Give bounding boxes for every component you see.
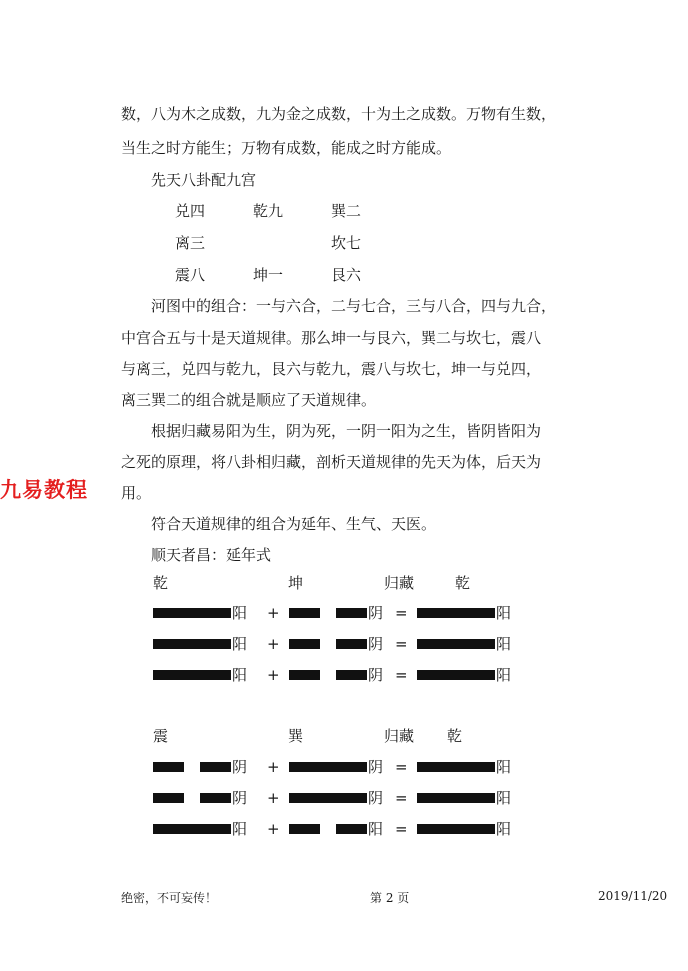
- trigram-header: 归藏: [384, 574, 415, 592]
- text-line-4: 中宫合五与十是天道规律。那么坤一与艮六，巽二与坎七，震八: [121, 329, 542, 347]
- yin-line-left: [289, 824, 320, 834]
- yang-line: [417, 608, 495, 618]
- yang-line: [153, 639, 231, 649]
- yang-line: [289, 762, 367, 772]
- palace-cell: 离三: [175, 234, 206, 252]
- equals-sign: =: [395, 635, 408, 653]
- yang-line: [417, 793, 495, 803]
- plus-sign: +: [267, 758, 280, 776]
- plus-sign: +: [267, 820, 280, 838]
- line-label: 阳: [496, 820, 512, 838]
- line-label: 阴: [368, 666, 384, 684]
- palace-cell: 乾九: [253, 202, 284, 220]
- yang-line: [417, 670, 495, 680]
- yin-line-left: [153, 762, 184, 772]
- line-label: 阳: [232, 820, 248, 838]
- footer-confidential: 绝密，不可妄传！: [121, 891, 218, 905]
- palace-cell: 兑四: [175, 202, 206, 220]
- trigram-header: 震: [153, 727, 169, 745]
- text-line-2: 当生之时方能生；万物有成数，能成之时方能成。: [121, 139, 452, 157]
- yin-line-right: [336, 608, 367, 618]
- text-line-9: 用。: [121, 484, 152, 502]
- line-label: 阴: [232, 758, 248, 776]
- equals-sign: =: [395, 604, 408, 622]
- palace-cell: 震八: [175, 266, 206, 284]
- line-label: 阳: [496, 666, 512, 684]
- yin-line-left: [153, 793, 184, 803]
- plus-sign: +: [267, 604, 280, 622]
- text-line-5: 与离三，兑四与乾九，艮六与乾九，震八与坎七，坤一与兑四，: [121, 360, 542, 378]
- yang-line: [153, 824, 231, 834]
- text-line-3: 河图中的组合：一与六合，二与七合，三与八合，四与九合，: [151, 297, 557, 315]
- footer-date: 2019/11/20: [598, 889, 668, 903]
- trigram-line-row: [0, 603, 688, 623]
- line-label: 阳: [232, 666, 248, 684]
- section-heading-yannian: 顺天者昌：延年式: [151, 546, 272, 564]
- text-line-6: 离三巽二的组合就是顺应了天道规律。: [121, 391, 377, 409]
- yin-line-right: [336, 639, 367, 649]
- line-label: 阳: [232, 604, 248, 622]
- text-line-8: 之死的原理，将八卦相归藏，剖析天道规律的先天为体，后天为: [121, 453, 542, 471]
- trigram-line-row: [0, 757, 688, 777]
- text-line-10: 符合天道规律的组合为延年、生气、天医。: [151, 515, 437, 533]
- trigram-header: 归藏: [384, 727, 415, 745]
- line-label: 阴: [368, 758, 384, 776]
- line-label: 阴: [232, 789, 248, 807]
- palace-cell: 巽二: [331, 202, 362, 220]
- line-label: 阳: [232, 635, 248, 653]
- plus-sign: +: [267, 666, 280, 684]
- plus-sign: +: [267, 635, 280, 653]
- yin-line-right: [336, 824, 367, 834]
- line-label: 阴: [368, 604, 384, 622]
- line-label: 阳: [496, 758, 512, 776]
- trigram-header: 乾: [153, 574, 169, 592]
- footer-page-number: 第 2 页: [370, 891, 410, 905]
- yang-line: [153, 670, 231, 680]
- line-label: 阴: [368, 789, 384, 807]
- text-line-7: 根据归藏易阳为生，阴为死，一阴一阳为之生，皆阴皆阳为: [151, 422, 542, 440]
- line-label: 阳: [496, 635, 512, 653]
- yin-line-left: [289, 670, 320, 680]
- yin-line-right: [336, 670, 367, 680]
- palace-cell: 艮六: [331, 266, 362, 284]
- yang-line: [417, 824, 495, 834]
- line-label: 阳: [496, 604, 512, 622]
- equals-sign: =: [395, 758, 408, 776]
- yang-line: [417, 762, 495, 772]
- line-label: 阳: [496, 789, 512, 807]
- palace-cell: 坎七: [331, 234, 362, 252]
- trigram-line-row: [0, 665, 688, 685]
- equals-sign: =: [395, 789, 408, 807]
- trigram-line-row: [0, 819, 688, 839]
- equals-sign: =: [395, 820, 408, 838]
- equals-sign: =: [395, 666, 408, 684]
- line-label: 阳: [368, 820, 384, 838]
- watermark-logo: 九易教程: [0, 478, 88, 502]
- yang-line: [153, 608, 231, 618]
- trigram-header: 坤: [288, 574, 304, 592]
- section-heading-palace: 先天八卦配九宫: [151, 171, 257, 189]
- trigram-line-row: [0, 788, 688, 808]
- plus-sign: +: [267, 789, 280, 807]
- yin-line-right: [200, 793, 231, 803]
- yin-line-left: [289, 608, 320, 618]
- yin-line-left: [289, 639, 320, 649]
- yang-line: [289, 793, 367, 803]
- trigram-header: 乾: [447, 727, 463, 745]
- line-label: 阴: [368, 635, 384, 653]
- palace-cell: 坤一: [253, 266, 284, 284]
- text-line-1: 数，八为木之成数，九为金之成数，十为土之成数。万物有生数，: [121, 105, 557, 123]
- trigram-header: 乾: [455, 574, 471, 592]
- trigram-header: 巽: [288, 727, 304, 745]
- yang-line: [417, 639, 495, 649]
- trigram-line-row: [0, 634, 688, 654]
- yin-line-right: [200, 762, 231, 772]
